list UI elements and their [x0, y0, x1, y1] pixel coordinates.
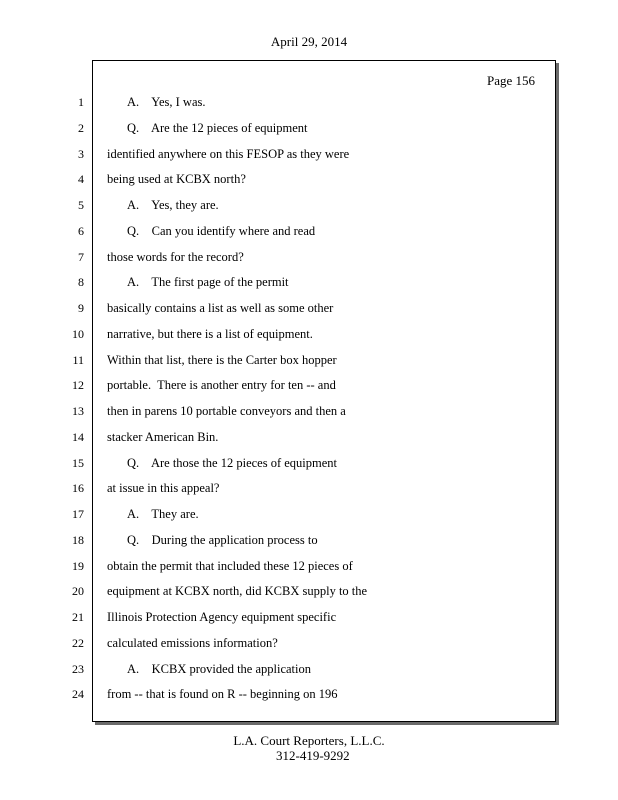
line-number: 17 [72, 507, 84, 521]
line-number: 14 [72, 430, 84, 444]
transcript-line-text: portable. There is another entry for ten -- and [107, 378, 336, 392]
line-number: 15 [72, 456, 84, 470]
transcript-line-text: A. KCBX provided the application [127, 662, 311, 676]
transcript-line-text: Illinois Protection Agency equipment specific [107, 610, 337, 624]
transcript-line-text: then in parens 10 portable conveyors and then a [107, 404, 346, 418]
line-number: 8 [78, 275, 84, 289]
court-reporter-phone: 312-419-9292 [276, 748, 350, 763]
transcript-line-text: calculated emissions information? [107, 636, 278, 650]
transcript-line-text: those words for the record? [107, 250, 244, 264]
line-number: 18 [72, 533, 84, 547]
transcript-line-text: A. Yes, they are. [127, 198, 219, 212]
transcript-line-text: being used at KCBX north? [107, 172, 246, 186]
line-number: 16 [72, 481, 84, 495]
line-number: 11 [72, 353, 84, 367]
transcript-line-text: from -- that is found on R -- beginning on 196 [107, 687, 338, 701]
transcript-line-text: Q. During the application process to [127, 533, 318, 547]
transcript-line-text: narrative, but there is a list of equipment. [107, 327, 313, 341]
transcript-line-text: stacker American Bin. [107, 430, 219, 444]
line-number: 19 [72, 559, 84, 573]
line-number: 13 [72, 404, 84, 418]
line-number: 20 [72, 584, 84, 598]
line-number: 24 [72, 687, 84, 701]
transcript-line-text: Q. Are the 12 pieces of equipment [127, 121, 308, 135]
transcript-line-text: A. The first page of the permit [127, 275, 289, 289]
transcript-line-text: equipment at KCBX north, did KCBX supply to the [107, 584, 368, 598]
page-number: Page 156 [487, 73, 536, 88]
line-number: 22 [72, 636, 84, 650]
line-number: 5 [78, 198, 84, 212]
line-number: 23 [72, 662, 84, 676]
transcript-line-text: Within that list, there is the Carter box hopper [107, 353, 337, 367]
transcript-line-text: identified anywhere on this FESOP as they were [107, 147, 350, 161]
line-number: 21 [72, 610, 84, 624]
transcript-line-text: A. Yes, I was. [127, 95, 206, 109]
transcript-line-text: basically contains a list as well as some other [107, 301, 334, 315]
transcript-date: April 29, 2014 [270, 34, 348, 49]
court-reporter-name: L.A. Court Reporters, L.L.C. [233, 733, 385, 748]
line-number: 9 [78, 301, 84, 315]
transcript-line-text: at issue in this appeal? [107, 481, 220, 495]
line-number: 1 [78, 95, 84, 109]
line-number: 10 [72, 327, 84, 341]
transcript-line-text: A. They are. [127, 507, 199, 521]
line-number: 2 [78, 121, 84, 135]
transcript-line-text: Q. Are those the 12 pieces of equipment [127, 456, 338, 470]
line-number: 12 [72, 378, 84, 392]
line-number: 7 [78, 250, 84, 264]
transcript-line-text: obtain the permit that included these 12 pieces of [107, 559, 353, 573]
line-number: 4 [78, 172, 84, 186]
line-number: 6 [78, 224, 84, 238]
line-number: 3 [78, 147, 84, 161]
transcript-line-text: Q. Can you identify where and read [127, 224, 316, 238]
